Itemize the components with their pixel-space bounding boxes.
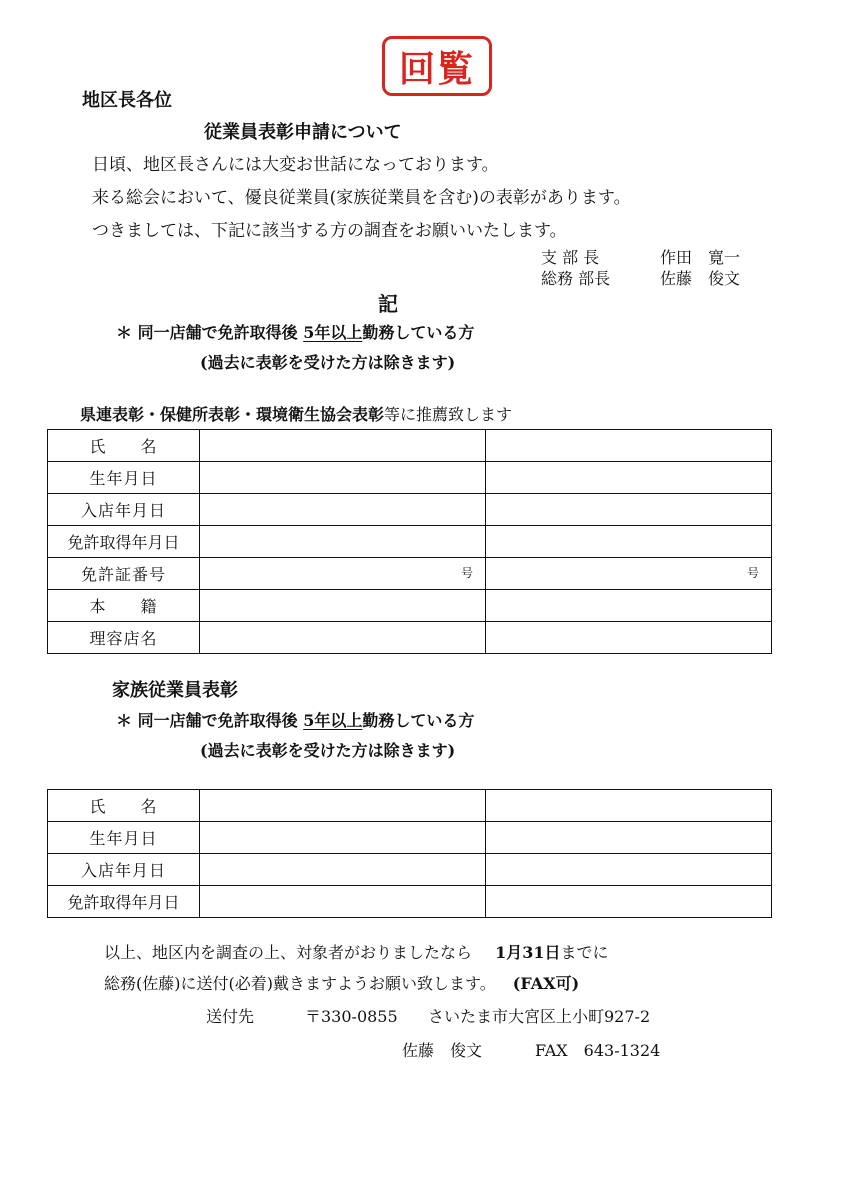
entry-cell[interactable] [486,430,772,462]
row-label: 入店年月日 [48,854,200,886]
body-line-1: 日頃、地区長さんには大変お世話になっております。 [92,155,499,175]
entry-cell[interactable] [200,886,486,918]
row-label: 免許取得年月日 [48,886,200,918]
entry-cell[interactable] [486,790,772,822]
closing-text-1: 以上、地区内を調査の上、対象者がおりましたなら [104,943,473,962]
table-row [48,822,772,854]
closing-text-2: 総務(佐藤)に送付(必着)戴きますようお願い致します。 [104,974,496,993]
addressee: 地区長各位 [82,90,172,111]
entry-cell[interactable] [486,854,772,886]
recommend-line [80,402,512,425]
ki-heading: 記 [378,292,398,316]
criteria-1-years: 5年以上 [303,323,363,342]
table-row [48,622,772,654]
entry-cell[interactable] [200,590,486,622]
send-name: 佐藤 俊文 [402,1041,483,1060]
entry-cell[interactable] [486,886,772,918]
table-row [48,558,772,590]
criteria-2 [116,708,474,731]
number-suffix: 号 [460,566,473,580]
send-address: さいたま市大宮区上小町927-2 [428,1007,651,1026]
entry-cell[interactable] [200,622,486,654]
family-table [47,789,772,918]
row-label: 氏 名 [48,790,200,822]
row-label: 生年月日 [48,822,200,854]
closing-tail: までに [560,943,609,962]
fax-number: FAX 643-1324 [535,1041,661,1060]
closing-line-2 [104,971,579,994]
row-label: 理容店名 [48,622,200,654]
signature-role-2: 総務 部長 [541,269,611,288]
entry-cell[interactable] [486,494,772,526]
license-number-cell[interactable] [200,558,486,590]
entry-cell[interactable] [486,622,772,654]
page-title: 従業員表彰申請について [204,122,402,143]
criteria-2-post: 勤務している方 [362,711,475,730]
family-section-title: 家族従業員表彰 [112,680,238,701]
entry-cell[interactable] [200,526,486,558]
entry-cell[interactable] [486,462,772,494]
recommend-awards: 県連表彰・保健所表彰・環境衛生協会表彰 [80,405,385,424]
nomination-table [47,429,772,654]
kairan-stamp: 回覧 [382,36,492,96]
table-row [48,590,772,622]
entry-cell[interactable] [200,854,486,886]
entry-cell[interactable] [200,430,486,462]
signature-role-1: 支 部 長 [541,248,600,267]
signature-name-1: 作田 寛一 [660,248,741,267]
row-label: 本 籍 [48,590,200,622]
row-label: 氏 名 [48,430,200,462]
row-label: 免許取得年月日 [48,526,200,558]
row-label: 生年月日 [48,462,200,494]
entry-cell[interactable] [200,822,486,854]
license-number-cell[interactable] [486,558,772,590]
recommend-rest: 等に推薦致します [384,405,513,424]
criteria-2-note: (過去に表彰を受けた方は除きます) [200,741,456,760]
criteria-2-years: 5年以上 [303,711,363,730]
table-row [48,790,772,822]
bullet-2: ＊ [116,711,133,730]
closing-line-1 [104,940,609,963]
deadline: 1月31日 [495,943,561,962]
number-suffix: 号 [746,566,759,580]
entry-cell[interactable] [486,526,772,558]
fax-ok: (FAX可) [512,974,580,993]
send-to-label: 送付先 [206,1007,255,1026]
criteria-1 [116,320,474,343]
entry-cell[interactable] [486,822,772,854]
table-row [48,430,772,462]
criteria-1-post: 勤務している方 [362,323,475,342]
table-row [48,526,772,558]
signature-name-2: 佐藤 俊文 [660,269,741,288]
body-line-2: 来る総会において、優良従業員(家族従業員を含む)の表彰があります。 [92,188,631,208]
row-label: 免許証番号 [48,558,200,590]
table-row [48,494,772,526]
entry-cell[interactable] [200,790,486,822]
row-label: 入店年月日 [48,494,200,526]
table-row [48,886,772,918]
entry-cell[interactable] [200,494,486,526]
criteria-1-pre: 同一店舗で免許取得後 [137,323,298,342]
body-line-3: つきましては、下記に該当する方の調査をお願いいたします。 [92,221,567,241]
table-row [48,462,772,494]
entry-cell[interactable] [486,590,772,622]
entry-cell[interactable] [200,462,486,494]
table-row [48,854,772,886]
postal-code: 〒330-0855 [305,1007,398,1026]
criteria-2-pre: 同一店舗で免許取得後 [137,711,298,730]
criteria-1-note: (過去に表彰を受けた方は除きます) [200,353,456,372]
bullet-1: ＊ [116,323,133,342]
